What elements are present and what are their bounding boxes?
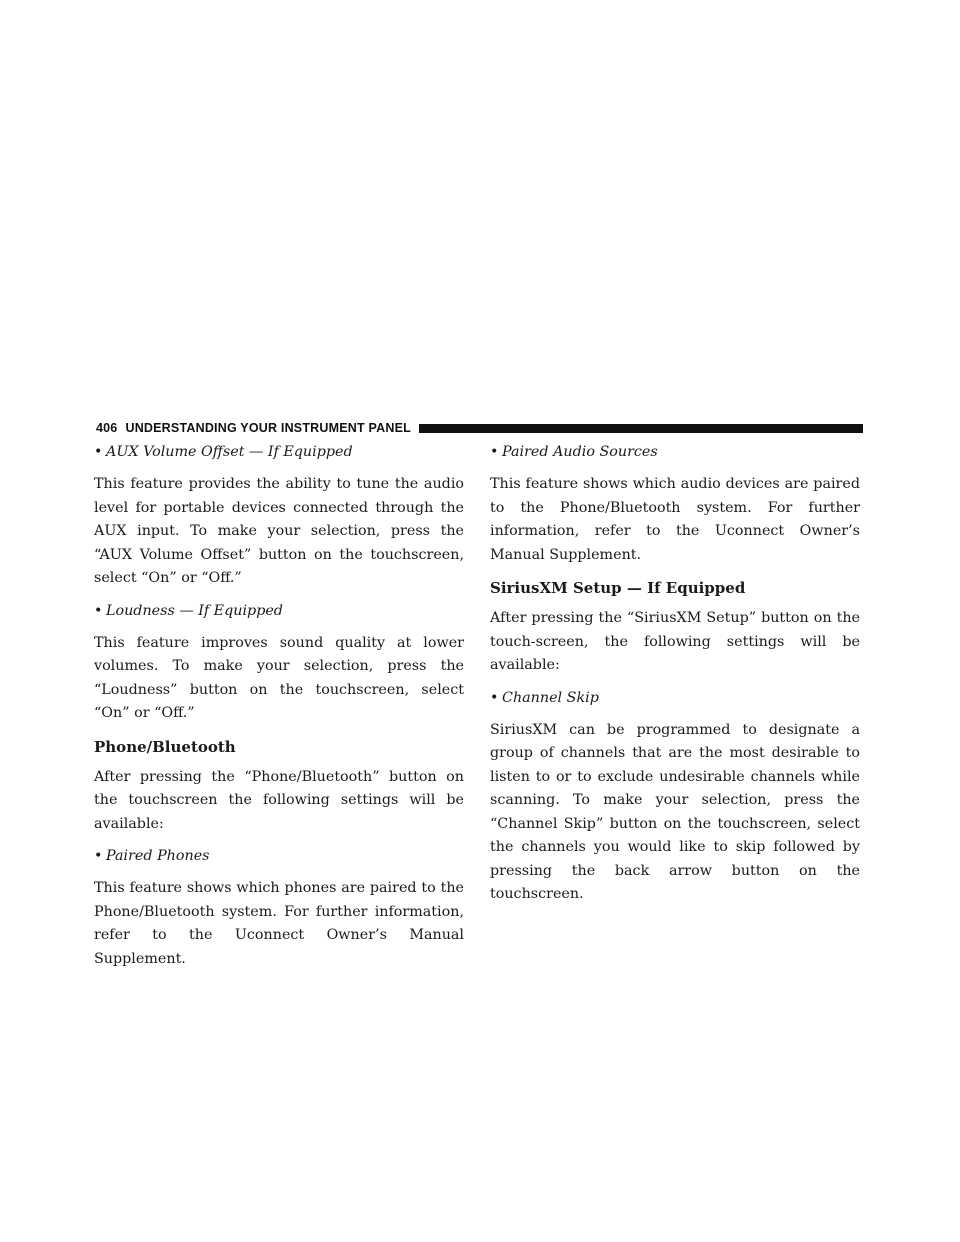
right-column: [490, 442, 860, 917]
bullet-title: Paired Audio Sources: [502, 444, 658, 460]
bullet-title: Channel Skip: [502, 689, 599, 706]
bullet-title: Paired Phones: [106, 848, 210, 864]
bullet-title: Loudness — If Equipped: [106, 602, 283, 619]
bullet-loudness: [94, 601, 464, 622]
bullet-paired-audio-sources: [490, 442, 860, 463]
bullet-icon: •: [94, 444, 103, 460]
page-number: 406: [96, 421, 118, 435]
aux-paragraph: This feature provides the ability to tune the audio level for portable devices connected through the AUX input. To make your selection, press the “AUX Volume Offset” button on the touchscreen, select “On” or “Off.”: [94, 476, 464, 586]
paired-phones-paragraph: This feature shows which phones are paired to the Phone/Bluetooth system. For further information, refer to the Uconnect Owner’s Manual Supplement.: [94, 880, 464, 967]
bullet-title: AUX Volume Offset — If Equipped: [106, 444, 353, 460]
siriusxm-paragraph: After pressing the “SiriusXM Setup” button on the touch-screen, the following settings will be available:: [490, 610, 860, 673]
left-column: [94, 442, 464, 981]
channel-skip-paragraph: SiriusXM can be programmed to designate a group of channels that are the most desirable to listen to or to exclude undesirable channels while scanning. To make your selection, press the “Channel Skip” button on the touchscreen, select the channels you would like to skip followed by pressing the back arrow button on the touchscreen.: [490, 721, 860, 902]
bullet-icon: •: [490, 444, 499, 460]
header-rule: [419, 424, 863, 433]
phone-bluetooth-paragraph: After pressing the “Phone/Bluetooth” button on the touchscreen the following settings will be available:: [94, 768, 464, 832]
bullet-icon: •: [490, 689, 499, 706]
bullet-channel-skip: [490, 688, 860, 709]
section-title: UNDERSTANDING YOUR INSTRUMENT PANEL: [125, 421, 411, 435]
bullet-icon: •: [94, 602, 103, 619]
loudness-paragraph: This feature improves sound quality at lower volumes. To make your selection, press the “Loudness” button on the touchscreen, select “On” or “Off.”: [94, 634, 464, 721]
siriusxm-heading: SiriusXM Setup — If Equipped: [490, 579, 746, 597]
bullet-paired-phones: [94, 846, 464, 867]
paired-audio-paragraph: This feature shows which audio devices are paired to the Phone/Bluetooth system. For further information, refer to the Uconnect Owner’s Manual Supplement.: [490, 476, 860, 563]
page-header: [96, 418, 863, 438]
phone-bluetooth-heading: Phone/Bluetooth: [94, 737, 236, 756]
bullet-aux-volume-offset: [94, 442, 464, 463]
bullet-icon: •: [94, 848, 103, 864]
